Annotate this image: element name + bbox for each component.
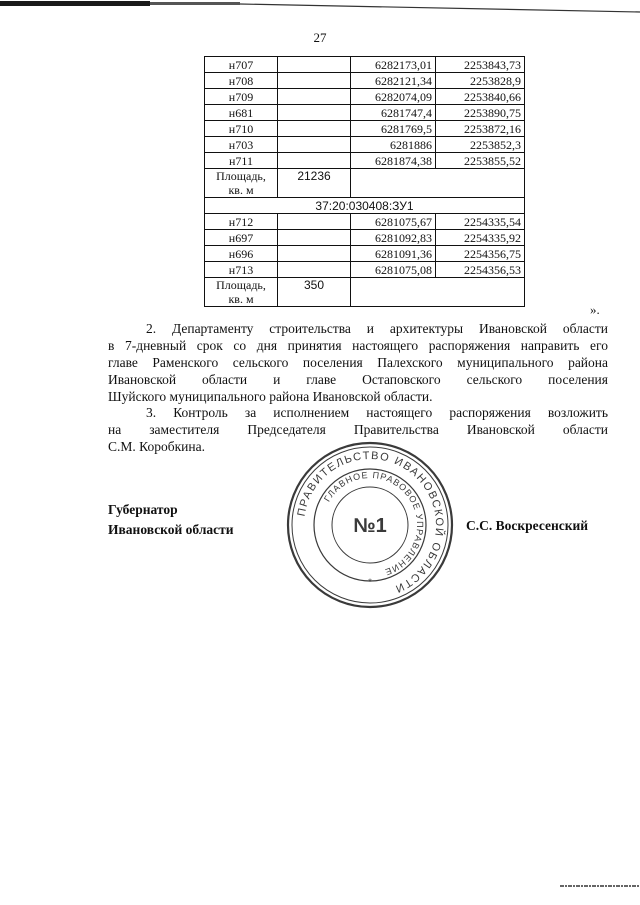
scan-artifact-top [0, 0, 640, 14]
table-cell-empty [278, 230, 351, 246]
point-cell: н696 [205, 246, 278, 262]
table-row [205, 105, 525, 121]
seal-inner-text: ГЛАВНОЕ ПРАВОВОЕ УПРАВЛЕНИЕ [321, 469, 426, 578]
point-cell: н697 [205, 230, 278, 246]
area-value: 350 [278, 278, 351, 307]
seal-outer-text: ПРАВИТЕЛЬСТВО ИВАНОВСКОЙ ОБЛАСТИ [295, 449, 446, 595]
y-coordinate-cell: 2254335,54 [436, 214, 525, 230]
table-cell-empty [278, 121, 351, 137]
official-seal [285, 440, 455, 610]
point-cell: н712 [205, 214, 278, 230]
x-coordinate-cell: 6281769,5 [351, 121, 436, 137]
paragraph-line: главе Раменского сельского поселения Палехского муниципального района [108, 355, 608, 370]
table-cell-empty [278, 214, 351, 230]
x-coordinate-cell: 6282173,01 [351, 57, 436, 73]
paragraph-line: 3. Контроль за исполнением настоящего распоряжения возложить [146, 405, 608, 420]
table-row [205, 262, 525, 278]
point-cell: н703 [205, 137, 278, 153]
x-coordinate-cell: 6281091,36 [351, 246, 436, 262]
point-cell: н708 [205, 73, 278, 89]
table-cell-empty [278, 89, 351, 105]
area-label-cell [205, 278, 278, 307]
parcel-id: 37:20:030408:ЗУ1 [205, 198, 525, 214]
y-coordinate-cell: 2253843,73 [436, 57, 525, 73]
paragraph-line: Ивановской области и главе Остаповского сельского поселения [108, 372, 608, 387]
x-coordinate-cell: 6281886 [351, 137, 436, 153]
seal-number: №1 [353, 515, 387, 537]
point-cell: н713 [205, 262, 278, 278]
area-label: Площадь, [216, 169, 266, 183]
governor-title [108, 500, 234, 540]
table-row-area [205, 169, 525, 198]
table-cell-empty [278, 262, 351, 278]
paragraph-line: на заместителя Председателя Правительства Ивановской области [108, 422, 608, 437]
area-value: 21236 [278, 169, 351, 198]
y-coordinate-cell: 2254356,53 [436, 262, 525, 278]
x-coordinate-cell: 6281075,67 [351, 214, 436, 230]
paragraph-line: в 7-дневный срок со дня принятия настоящего распоряжения направить его [108, 338, 608, 353]
x-coordinate-cell: 6281874,38 [351, 153, 436, 169]
x-coordinate-cell: 6281092,83 [351, 230, 436, 246]
point-cell: н710 [205, 121, 278, 137]
scan-artifact-bottom [560, 884, 640, 888]
paragraph-2 [108, 320, 608, 405]
table-cell-empty [278, 57, 351, 73]
table-row-parcel [205, 198, 525, 214]
area-label-cell [205, 169, 278, 198]
paragraph-line: С.М. Коробкина. [108, 439, 205, 454]
closing-quote: ». [590, 302, 600, 317]
x-coordinate-cell: 6281747,4 [351, 105, 436, 121]
area-unit: кв. м [228, 183, 254, 197]
table-row-area [205, 278, 525, 307]
table-row [205, 137, 525, 153]
point-cell: н707 [205, 57, 278, 73]
y-coordinate-cell: 2253872,16 [436, 121, 525, 137]
signer-name: С.С. Воскресенский [466, 518, 589, 533]
governor-title-line: Ивановской области [108, 522, 234, 537]
paragraph-line: 2. Департаменту строительства и архитектуры Ивановской области [146, 321, 608, 336]
area-label: Площадь, [216, 278, 266, 292]
table-row [205, 153, 525, 169]
y-coordinate-cell: 2254356,75 [436, 246, 525, 262]
table-cell-empty [351, 278, 525, 307]
x-coordinate-cell: 6281075,08 [351, 262, 436, 278]
seal-star: * [368, 577, 372, 587]
page-number: 27 [313, 30, 327, 45]
table-row [205, 89, 525, 105]
y-coordinate-cell: 2253855,52 [436, 153, 525, 169]
coordinates-table [204, 56, 525, 307]
table-row [205, 230, 525, 246]
table-row [205, 246, 525, 262]
table-cell-empty [278, 246, 351, 262]
point-cell: н711 [205, 153, 278, 169]
table-cell-empty [278, 153, 351, 169]
x-coordinate-cell: 6282074,09 [351, 89, 436, 105]
table-row [205, 73, 525, 89]
table-cell-empty [351, 169, 525, 198]
table-cell-empty [278, 73, 351, 89]
paragraph-line: Шуйского муниципального района Ивановской области. [108, 389, 433, 404]
y-coordinate-cell: 2253852,3 [436, 137, 525, 153]
table-cell-empty [278, 137, 351, 153]
area-unit: кв. м [228, 292, 254, 306]
table-cell-empty [278, 105, 351, 121]
x-coordinate-cell: 6282121,34 [351, 73, 436, 89]
y-coordinate-cell: 2253840,66 [436, 89, 525, 105]
table-row [205, 121, 525, 137]
table-row [205, 214, 525, 230]
governor-title-line: Губернатор [108, 502, 178, 517]
table-row [205, 57, 525, 73]
y-coordinate-cell: 2253890,75 [436, 105, 525, 121]
point-cell: н681 [205, 105, 278, 121]
point-cell: н709 [205, 89, 278, 105]
y-coordinate-cell: 2253828,9 [436, 73, 525, 89]
y-coordinate-cell: 2254335,92 [436, 230, 525, 246]
